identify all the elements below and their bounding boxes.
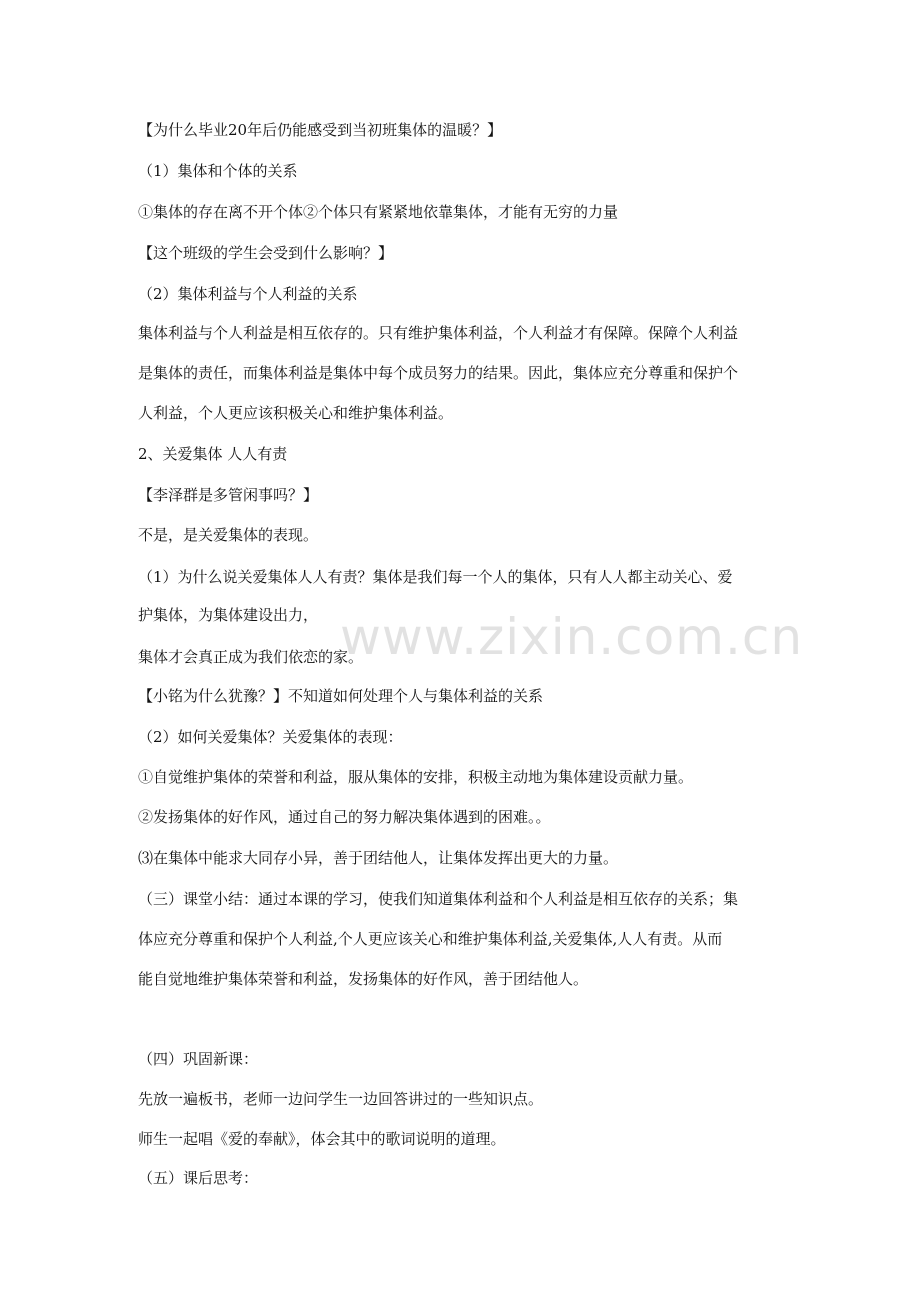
paragraph-line: 先放一遍板书，老师一边问学生一边回答讲过的一些知识点。 xyxy=(138,1090,544,1108)
watermark: www.zixin.com.cn xyxy=(340,608,804,666)
paragraph-line: 人利益，个人更应该积极关心和维护集体利益。 xyxy=(138,404,454,422)
paragraph-line: 集体利益与个人利益是相互依存的。只有维护集体利益，个人利益才有保障。保障个人利益 xyxy=(138,324,739,342)
paragraph-line: ①集体的存在离不开个体②个体只有紧紧地依靠集体，才能有无穷的力量 xyxy=(138,203,619,221)
list-item: ②发扬集体的好作风，通过自己的努力解决集体遇到的困难。。 xyxy=(138,808,551,826)
paragraph-line: 不是，是关爱集体的表现。 xyxy=(138,526,319,544)
section-heading-after-class: （五）课后思考： xyxy=(138,1169,259,1187)
section-heading-care-collective: 2、关爱集体 人人有责 xyxy=(138,445,288,463)
subheading-collective-individual: （1）集体和个体的关系 xyxy=(138,162,298,180)
paragraph-line: 是集体的责任，而集体利益是集体中每个成员努力的结果。因此，集体应充分尊重和保护个 xyxy=(138,364,739,382)
paragraph-line: 体应充分尊重和保护个人利益,个人更应该关心和维护集体利益,关爱集体,人人有责。从而 xyxy=(138,930,723,948)
list-item: ⑶在集体中能求大同存小异，善于团结他人，让集体发挥出更大的力量。 xyxy=(138,849,619,867)
section-heading-consolidate: （四）巩固新课： xyxy=(138,1050,259,1068)
subheading-how-to-care: （2）如何关爱集体？关爱集体的表现： xyxy=(138,728,403,746)
paragraph-line: （1）为什么说关爱集体人人有责？集体是我们每一个人的集体，只有人人都主动关心、爱 xyxy=(138,568,733,586)
list-item: ①自觉维护集体的荣誉和利益，服从集体的安排，积极主动地为集体建设贡献力量。 xyxy=(138,768,694,786)
paragraph-line: 师生一起唱《爱的奉献》，体会其中的歌词说明的道理。 xyxy=(138,1130,506,1148)
paragraph-line: 护集体，为集体建设出力， xyxy=(138,606,319,624)
heading-question-li-zequn: 【李泽群是多管闲事吗？】 xyxy=(138,486,319,504)
subheading-interests-relation: （2）集体利益与个人利益的关系 xyxy=(138,285,358,303)
paragraph-line: 能自觉地维护集体荣誉和利益，发扬集体的好作风，善于团结他人。 xyxy=(138,970,589,988)
heading-question-xiao-ming: 【小铭为什么犹豫？】不知道如何处理个人与集体利益的关系 xyxy=(138,687,544,705)
paragraph-line: （三）课堂小结：通过本课的学习，使我们知道集体利益和个人利益是相互依存的关系；集 xyxy=(138,890,739,908)
paragraph-line: 集体才会真正成为我们依恋的家。 xyxy=(138,648,364,666)
heading-question-class-influence: 【这个班级的学生会受到什么影响？】 xyxy=(138,244,394,262)
heading-question-20-years: 【为什么毕业20年后仍能感受到当初班集体的温暖？】 xyxy=(138,121,503,139)
